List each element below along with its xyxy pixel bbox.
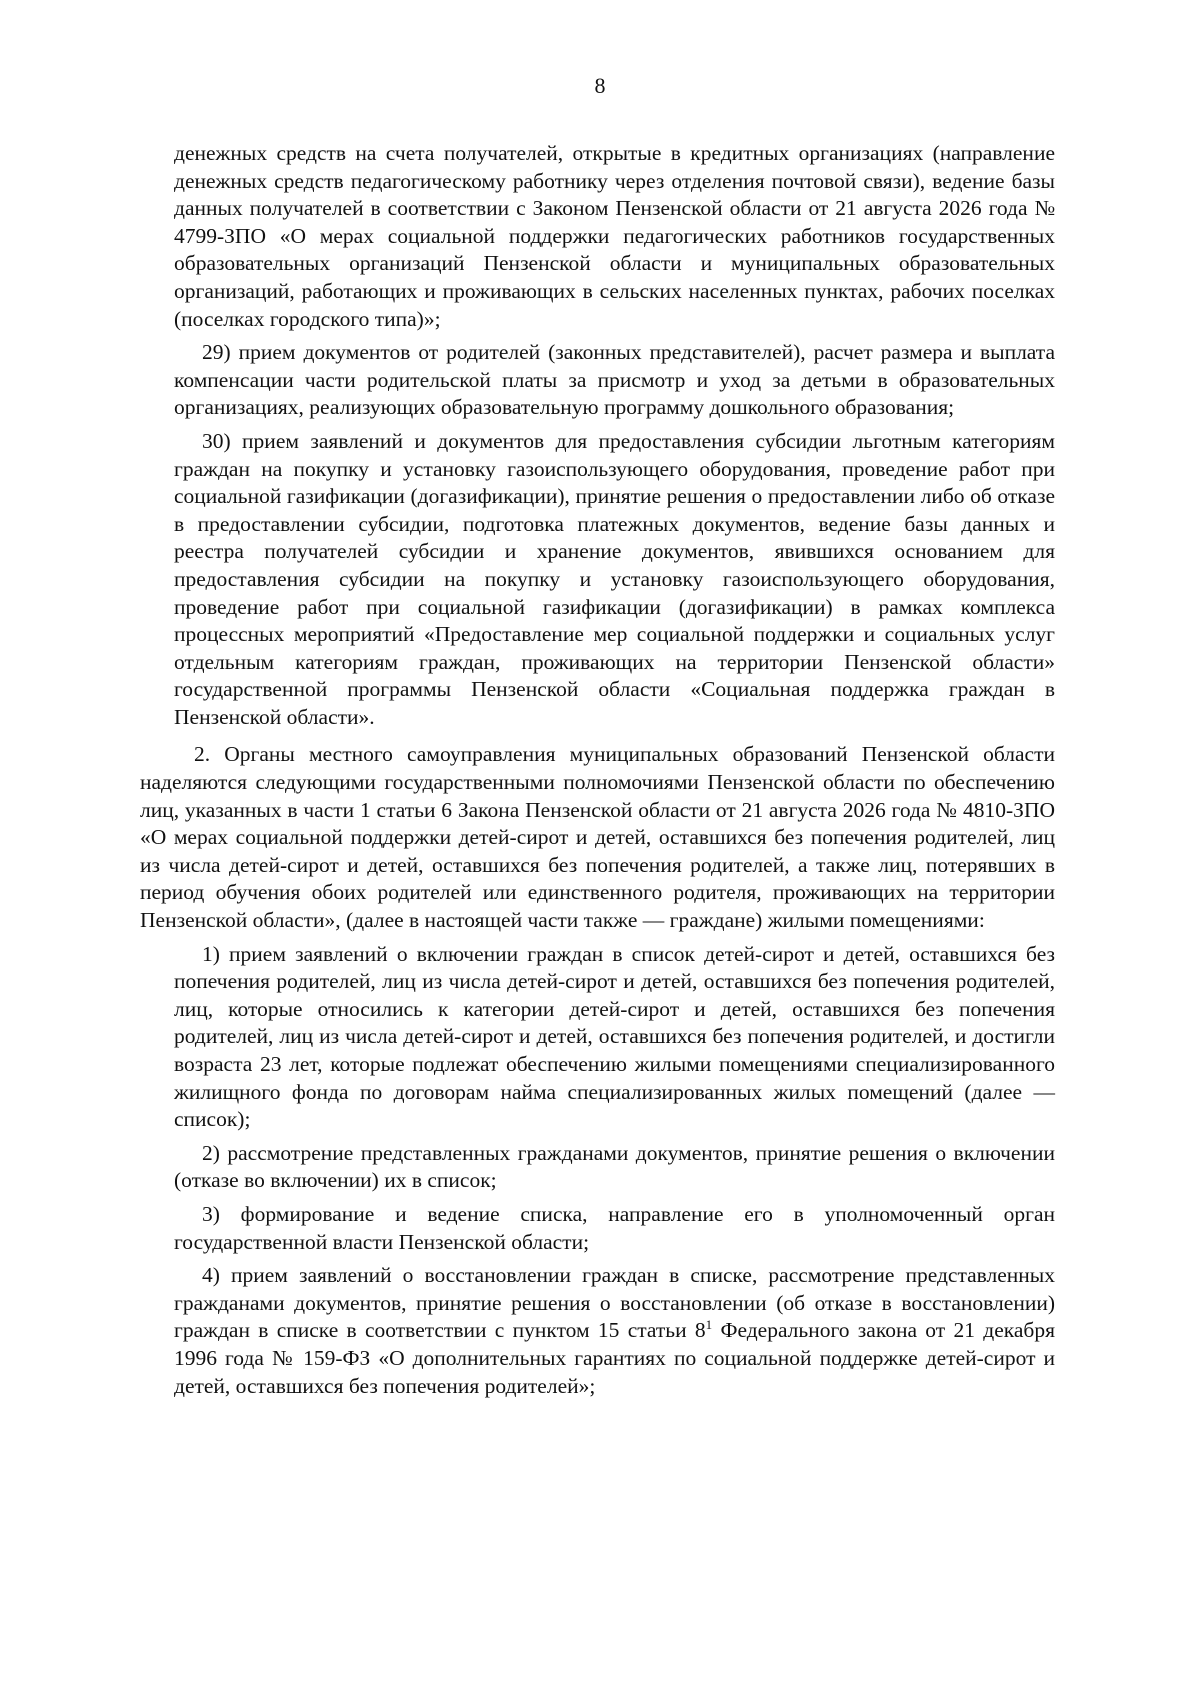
subitem-4-text-end: Федерального закона от 21 декабря 1996 года № 159-ФЗ «О дополнительных гарантиях по социальной поддержке детей-сирот и детей, оставшихся без попечения родителей»; xyxy=(174,1318,1055,1398)
paragraph-item-30: 30) прием заявлений и документов для предоставления субсидии льготным категориям граждан на покупку и установку газоиспользующего оборудования, проведение работ при социальной газификации (догазификации), принятие решения о предоставлении либо об отказе в предоставлении субсидии, подготовка платежных документов, ведение базы данных и реестра получателей субсидии и хранение документов, явившихся основанием для предоставления субсидии на покупку и установку газоиспользующего оборудования, проведение работ при социальной газификации (догазификации) в рамках комплекса процессных мероприятий «Предоставление мер социальной поддержки и социальных услуг отдельным категориям граждан, проживающих на территории Пензенской области» государственной программы Пензенской области «Социальная поддержка граждан в Пензенской области». xyxy=(174,428,1055,729)
subitem-4-text-start: 4) прием заявлений о восстановлении граждан в списке, рассмотрение представленных гражданами документов, принятие решения о восстановлении (об отказе в восстановлении) граждан в списке в соответствии с пунктом 15 статьи 8 xyxy=(174,1263,1055,1343)
paragraph-section-2: 2. Органы местного самоуправления муниципальных образований Пензенской области наделяются следующими государственными полномочиями Пензенской области по обеспечению лиц, указанных в части 1 статьи 6 Закона Пензенской области от 21 августа 2026 года № 4810-ЗПО «О мерах социальной поддержки детей-сирот и детей, оставшихся без попечения родителей, лиц из числа детей-сирот и детей, оставшихся без попечения родителей, а также лиц, потерявших в период обучения обоих родителей или единственного родителя, проживающих на территории Пензенской области», (далее в настоящей части также — граждане) жилыми помещениями: xyxy=(140,742,1055,933)
document-body xyxy=(140,140,1055,1400)
article-superscript: 1 xyxy=(705,1317,713,1333)
paragraph-item-29: 29) прием документов от родителей (законных представителей), расчет размера и выплата компенсации части родительской платы за присмотр и уход за детьми в образовательных организациях, реализующих образовательную программу дошкольного образования; xyxy=(174,340,1055,420)
paragraph-subitem-2: 2) рассмотрение представленных гражданами документов, принятие решения о включении (отказе во включении) их в список; xyxy=(174,1140,1055,1193)
page-number: 8 xyxy=(594,73,606,98)
paragraph-subitem-1: 1) прием заявлений о включении граждан в список детей-сирот и детей, оставшихся без попечения родителей, лиц из числа детей-сирот и детей, оставшихся без попечения родителей, лиц, которые относились к категории детей-сирот и детей, оставшихся без попечения родителей, лиц из числа детей-сирот и детей, оставшихся без попечения родителей, и достигли возраста 23 лет, которые подлежат обеспечению жилыми помещениями специализированного жилищного фонда по договорам найма специализированных жилых помещений (далее — список); xyxy=(174,941,1055,1132)
paragraph-subitem-4 xyxy=(140,1262,1055,1400)
paragraph-subitem-3: 3) формирование и ведение списка, направление его в уполномоченный орган государственной власти Пензенской области; xyxy=(174,1201,1055,1254)
paragraph-item-28-continuation: денежных средств на счета получателей, открытые в кредитных организациях (направление денежных средств педагогическому работнику через отделения почтовой связи), ведение базы данных получателей в соответствии с Законом Пензенской области от 21 августа 2026 года № 4799-ЗПО «О мерах социальной поддержки педагогических работников государственных образовательных организаций Пензенской области и муниципальных образовательных организаций, работающих и проживающих в сельских населенных пунктах, рабочих поселках (поселках городского типа)»; xyxy=(174,141,1055,331)
